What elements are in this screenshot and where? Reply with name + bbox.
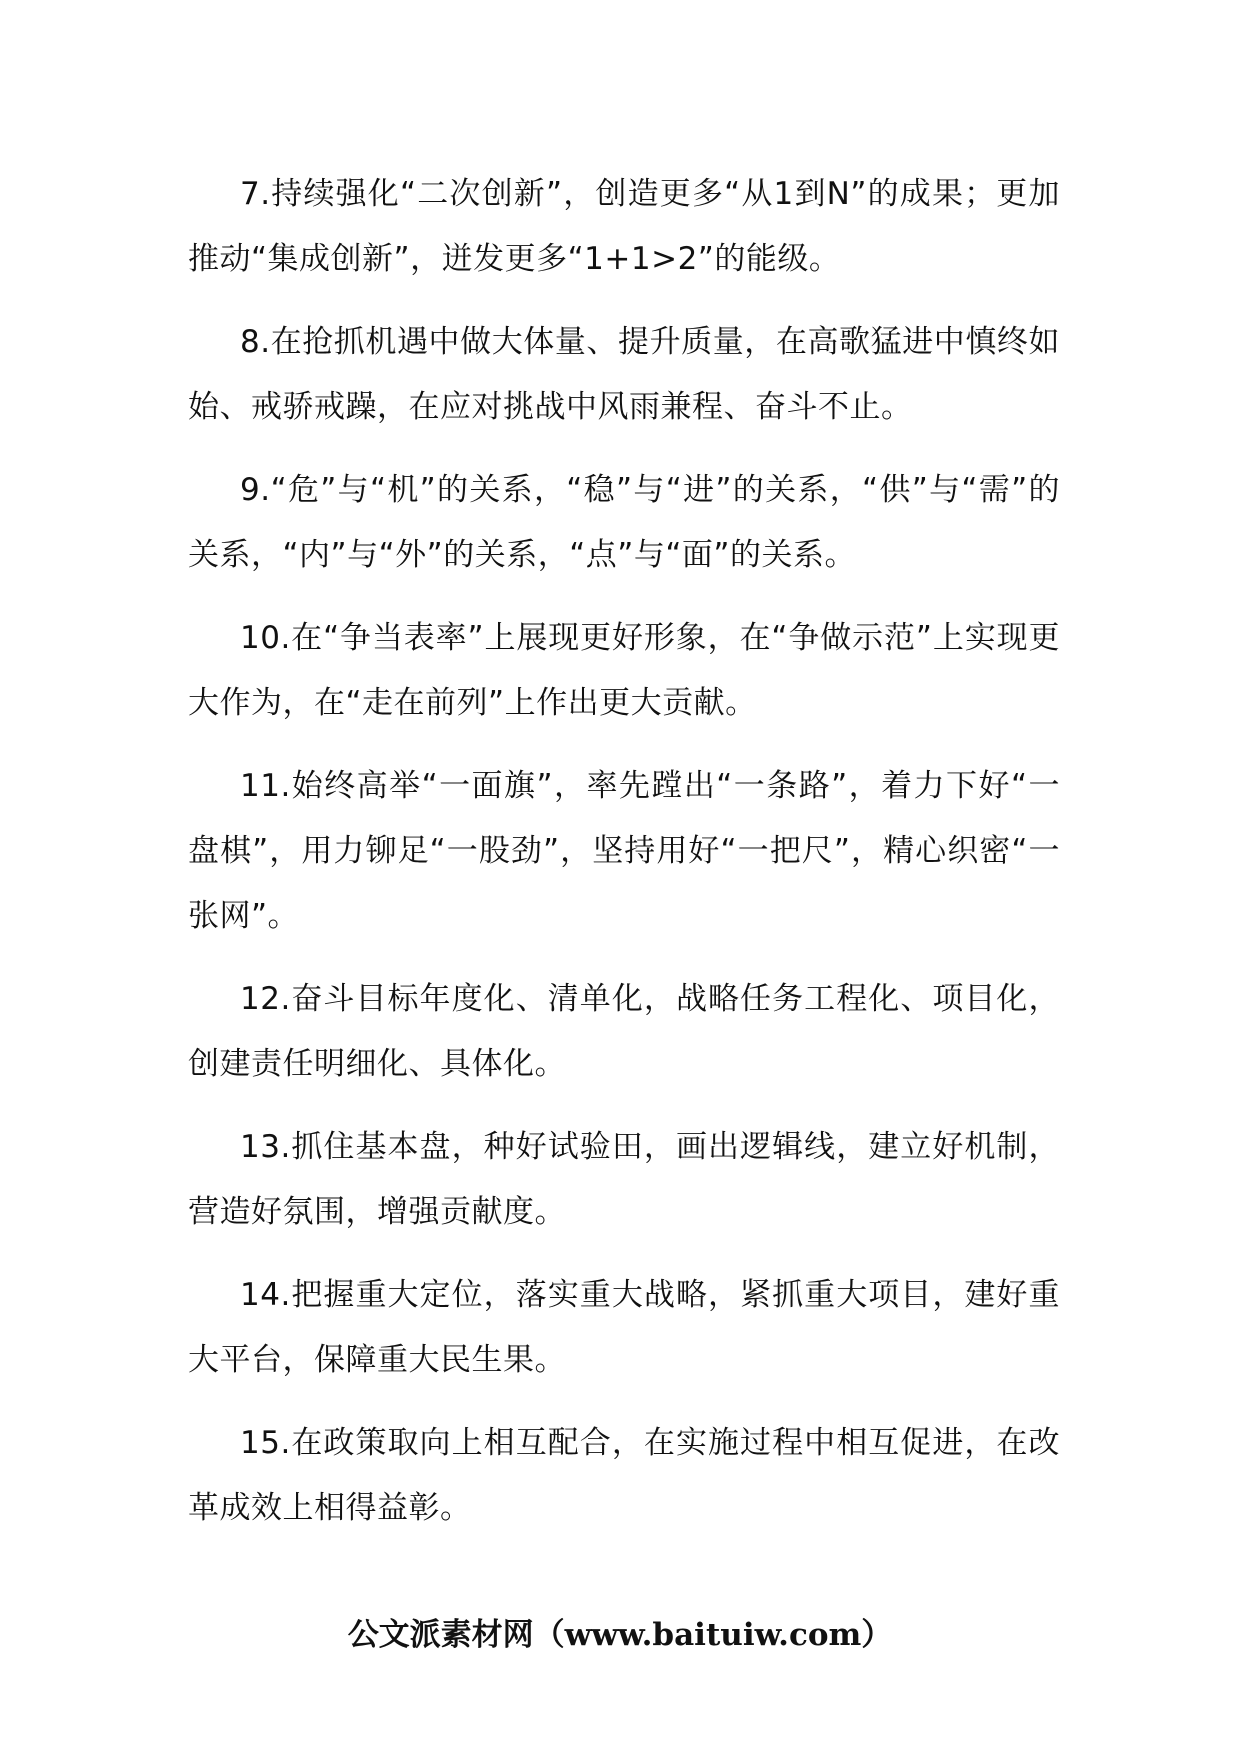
paragraph-8: 8.在抢抓机遇中做大体量、提升质量，在高歌猛进中慎终如始、戒骄戒躁，在应对挑战中风雨兼程、奋斗不止。 — [188, 324, 1060, 425]
document-body — [188, 162, 1060, 1559]
paragraph-11: 11.始终高举“一面旗”，率先蹚出“一条路”，着力下好“一盘棋”，用力铆足“一股劲”，坚持用好“一把尺”，精心织密“一张网”。 — [188, 768, 1060, 934]
paragraph-14: 14.把握重大定位，落实重大战略，紧抓重大项目，建好重大平台，保障重大民生果。 — [188, 1277, 1060, 1378]
paragraph-13: 13.抓住基本盘，种好试验田，画出逻辑线，建立好机制，营造好氛围，增强贡献度。 — [188, 1129, 1060, 1230]
page-footer-watermark: 公文派素材网（www.baituiw.com） — [347, 1617, 893, 1653]
paragraph-15: 15.在政策取向上相互配合，在实施过程中相互促进，在改革成效上相得益彰。 — [188, 1425, 1060, 1526]
paragraph-12: 12.奋斗目标年度化、清单化，战略任务工程化、项目化，创建责任明细化、具体化。 — [188, 981, 1060, 1082]
paragraph-7: 7.持续强化“二次创新”，创造更多“从1到N”的成果；更加推动“集成创新”，迸发更多“1+1>2”的能级。 — [188, 176, 1060, 277]
paragraph-9: 9.“危”与“机”的关系，“稳”与“进”的关系，“供”与“需”的关系，“内”与“外”的关系，“点”与“面”的关系。 — [188, 472, 1060, 573]
paragraph-10: 10.在“争当表率”上展现更好形象，在“争做示范”上实现更大作为，在“走在前列”上作出更大贡献。 — [188, 620, 1060, 721]
